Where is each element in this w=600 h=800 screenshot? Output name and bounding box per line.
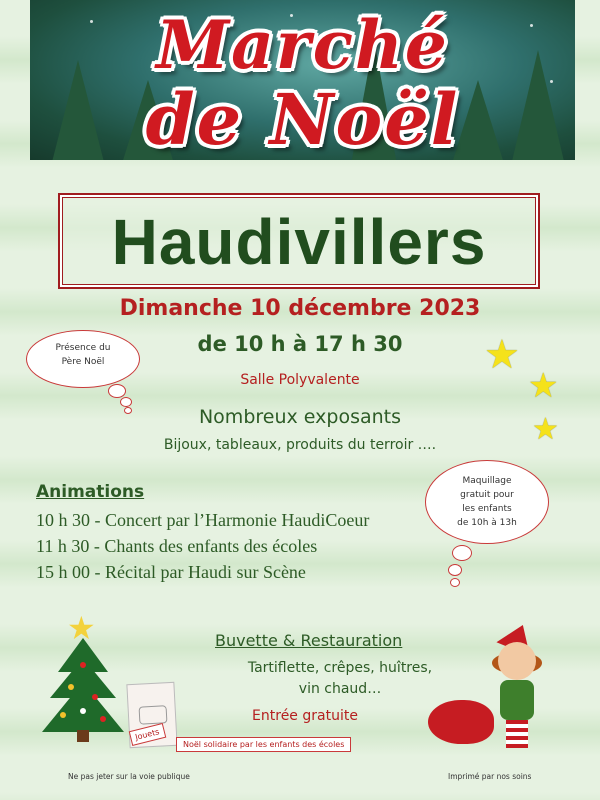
animation-item: 15 h 00 - Récital par Haudi sur Scène	[36, 562, 306, 582]
santa-bubble	[26, 330, 140, 388]
thought-dot	[124, 407, 132, 414]
santa-bubble-line-1: Présence du	[55, 343, 111, 353]
thought-dot	[448, 564, 462, 576]
event-venue: Salle Polyvalente	[240, 372, 360, 388]
solidarity-label: Noël solidaire par les enfants des écoles	[176, 737, 351, 752]
title-line-1: Marché	[156, 6, 449, 84]
exhibitors-subtitle: Bijoux, tableaux, produits du terroir ….	[163, 437, 437, 453]
thought-dot	[452, 545, 472, 561]
town-frame	[58, 193, 540, 289]
makeup-bubble-line-3: les enfants	[462, 504, 512, 514]
toys-label: Jouets	[129, 723, 166, 746]
buvette-title: Buvette & Restauration	[215, 631, 403, 650]
thought-dot	[120, 397, 132, 407]
makeup-bubble-line-2: gratuit pour	[460, 490, 514, 500]
elf-icon	[420, 630, 560, 750]
thought-dot	[108, 384, 126, 398]
christmas-tree-icon: ★	[40, 612, 126, 748]
footer-left: Ne pas jeter sur la voie publique	[68, 772, 190, 781]
santa-bubble-line-2: Père Noël	[61, 357, 105, 367]
star-icon: ★	[528, 366, 559, 406]
event-hours: de 10 h à 17 h 30	[197, 332, 403, 356]
footer-right: Imprimé par nos soins	[448, 772, 532, 781]
title-line-2: de Noël	[145, 78, 460, 160]
makeup-bubble	[425, 460, 549, 544]
town-name: Haudivillers	[111, 206, 487, 278]
buvette-line-1: Tartiflette, crêpes, huîtres,	[247, 660, 433, 676]
animation-item: 11 h 30 - Chants des enfants des écoles	[36, 536, 318, 556]
animation-item: 10 h 30 - Concert par l’Harmonie HaudiCoeur	[36, 510, 370, 530]
makeup-bubble-line-4: de 10h à 13h	[457, 518, 517, 528]
makeup-bubble-line-1: Maquillage	[462, 476, 512, 486]
thought-dot	[450, 578, 460, 587]
buvette-menu	[240, 658, 440, 700]
title-banner	[30, 0, 575, 160]
exhibitors-title: Nombreux exposants	[198, 406, 402, 428]
animations-title: Animations	[36, 482, 145, 502]
buvette-line-2: vin chaud…	[298, 681, 382, 697]
star-icon: ★	[484, 332, 520, 378]
free-entry: Entrée gratuite	[252, 708, 358, 724]
star-icon: ★	[532, 412, 559, 447]
event-date: Dimanche 10 décembre 2023	[119, 296, 481, 321]
